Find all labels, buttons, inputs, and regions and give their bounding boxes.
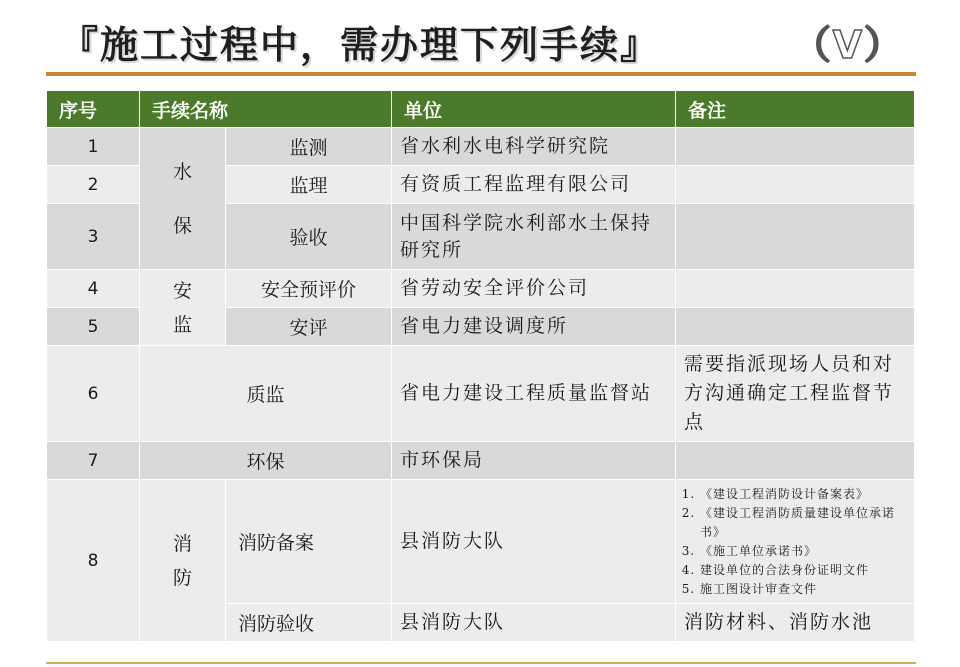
- row-seq: 1: [47, 128, 140, 166]
- category-char: 水: [172, 160, 192, 183]
- row-seq: 6: [47, 346, 140, 442]
- page-title: 『施工过程中，需办理下列手续』: [60, 23, 661, 67]
- table-row: [47, 270, 915, 308]
- row-unit: 市环保局: [392, 442, 676, 480]
- header-note: 备注: [676, 91, 915, 128]
- row-unit: 省电力建设调度所: [392, 308, 676, 346]
- row-unit: 省电力建设工程质量监督站: [392, 346, 676, 442]
- row-unit: 县消防大队: [392, 604, 676, 642]
- row-procedure: 验收: [226, 204, 392, 270]
- row-note-list: [676, 480, 915, 604]
- row-unit: 中国科学院水利部水土保持研究所: [392, 204, 676, 270]
- table-row: [47, 480, 915, 604]
- row-note: [676, 308, 915, 346]
- row-procedure: 质监: [140, 346, 392, 442]
- row-seq: 8: [47, 480, 140, 642]
- row-unit: 省劳动安全评价公司: [392, 270, 676, 308]
- bottom-rule: [46, 662, 916, 664]
- note-list-item: 2. 《建设工程消防质量建设单位承诺书》: [700, 504, 906, 542]
- row-procedure: 安评: [226, 308, 392, 346]
- row-unit: 县消防大队: [392, 480, 676, 604]
- header-unit: 单位: [392, 91, 676, 128]
- row-procedure: 消防备案: [226, 480, 392, 604]
- table-header-row: [47, 91, 915, 128]
- table-row: [47, 346, 915, 442]
- row-note: 消防材料、消防水池: [676, 604, 915, 642]
- category-char: 消: [172, 532, 192, 555]
- title-rule: [46, 72, 916, 76]
- row-note: [676, 128, 915, 166]
- table-row: [47, 128, 915, 166]
- category-safety: [140, 270, 226, 346]
- header-seq: 序号: [47, 91, 140, 128]
- category-water-conservation: [140, 128, 226, 270]
- category-fire: [140, 480, 226, 642]
- row-note: [676, 270, 915, 308]
- row-procedure: 监理: [226, 166, 392, 204]
- row-note: 需要指派现场人员和对方沟通确定工程监督节点: [676, 346, 915, 442]
- row-seq: 7: [47, 442, 140, 480]
- note-list-item: 4. 建设单位的合法身份证明文件: [700, 561, 906, 580]
- row-unit: 有资质工程监理有限公司: [392, 166, 676, 204]
- row-note: [676, 204, 915, 270]
- category-char: 监: [172, 313, 192, 336]
- row-seq: 4: [47, 270, 140, 308]
- category-char: 防: [172, 566, 192, 589]
- row-unit: 省水利水电科学研究院: [392, 128, 676, 166]
- row-note: [676, 442, 915, 480]
- note-list-item: 3. 《施工单位承诺书》: [700, 542, 906, 561]
- header-name: 手续名称: [140, 91, 392, 128]
- row-procedure: 安全预评价: [226, 270, 392, 308]
- procedures-table: [46, 90, 915, 642]
- note-list-item: 5. 施工图设计审查文件: [700, 580, 906, 599]
- row-procedure: 监测: [226, 128, 392, 166]
- category-char: 安: [172, 279, 192, 302]
- row-seq: 3: [47, 204, 140, 270]
- title-bar: [60, 8, 920, 70]
- category-char: 保: [172, 214, 192, 237]
- row-seq: 5: [47, 308, 140, 346]
- row-note: [676, 166, 915, 204]
- note-list-item: 1. 《建设工程消防设计备案表》: [700, 485, 906, 504]
- page-number: （V）: [792, 23, 904, 67]
- row-seq: 2: [47, 166, 140, 204]
- row-procedure: 环保: [140, 442, 392, 480]
- table-row: [47, 442, 915, 480]
- row-procedure: 消防验收: [226, 604, 392, 642]
